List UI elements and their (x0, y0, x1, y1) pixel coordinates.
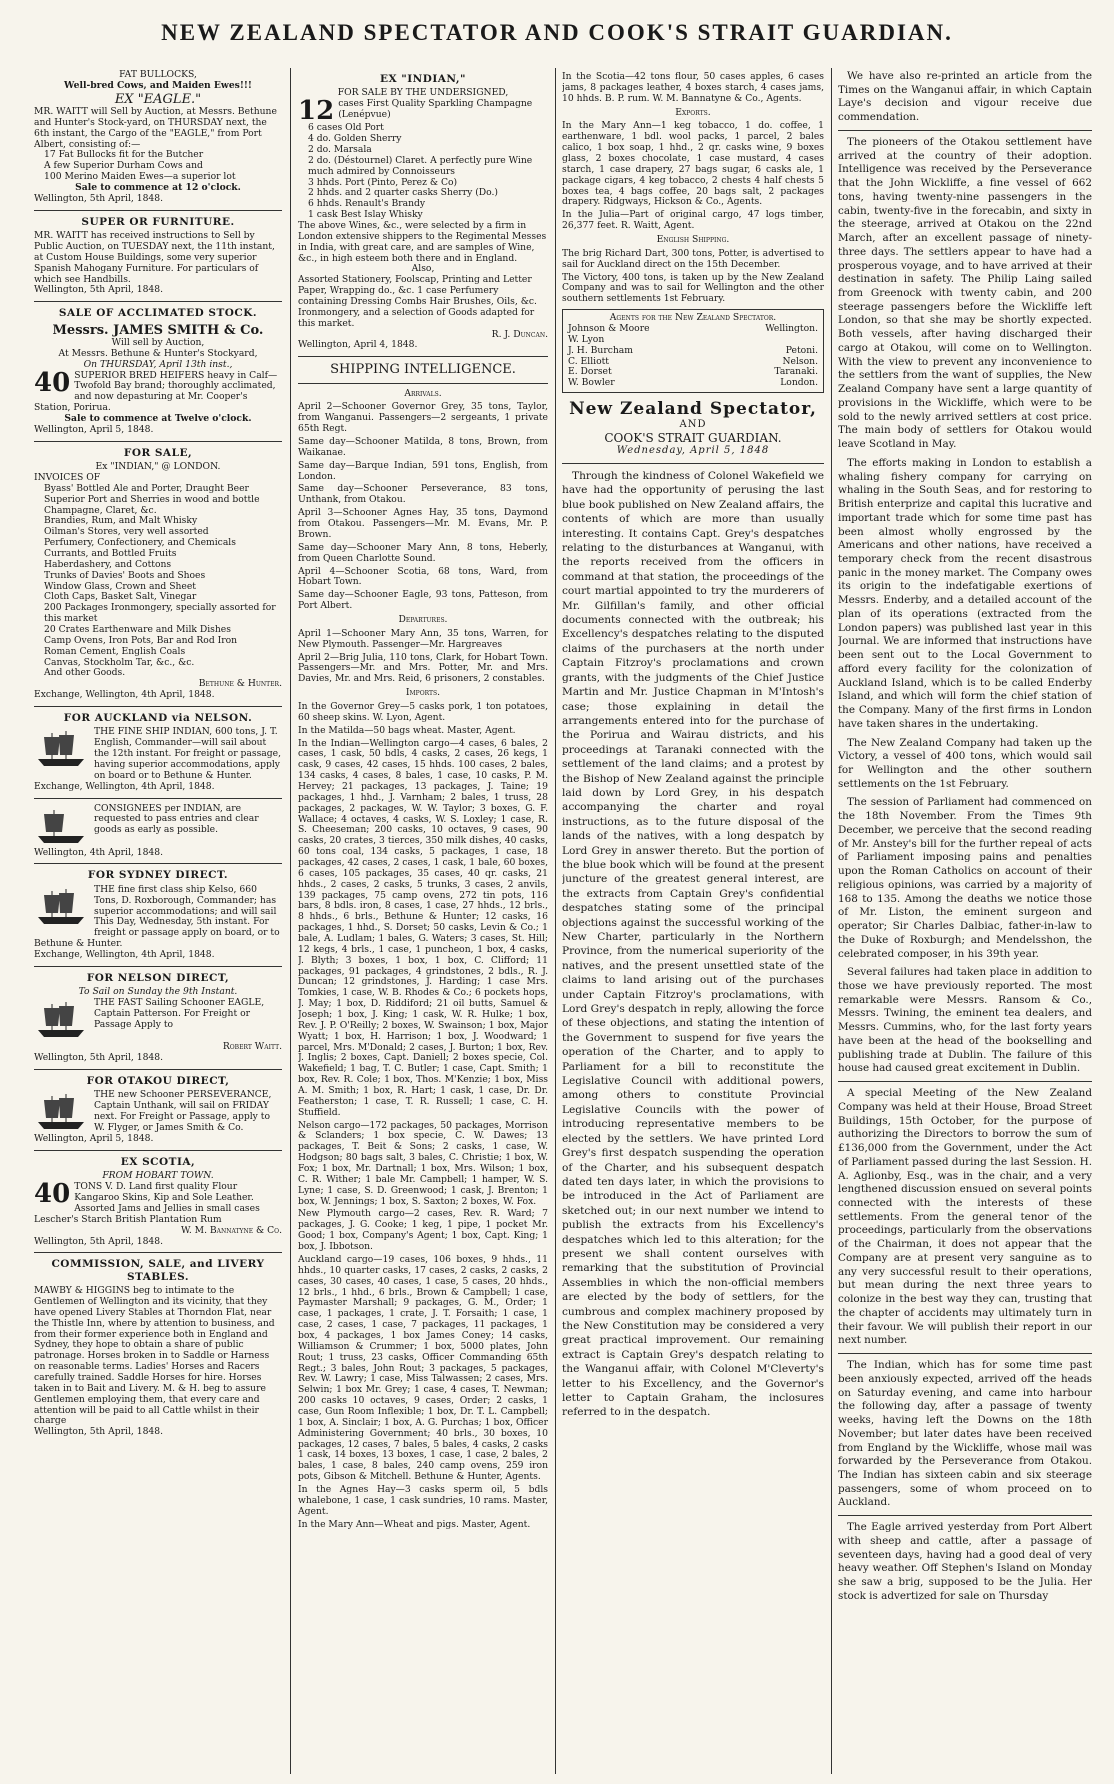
ad-heading: EX SCOTIA, (120, 1156, 196, 1168)
article-paragraph: We have also re-printed an article from the Times on the Wanganui affair, in which Captain Laye's decision and vigour receive due commendation. (838, 70, 1092, 124)
ad-item: Camp Ovens, Iron Pots, Bar and Rod Iron (44, 634, 238, 646)
ad-date: Wellington, April 5, 1848. (34, 1133, 154, 1145)
imports-entry: In the Mary Ann—Wheat and pigs. Master, Agent. (298, 1518, 531, 1530)
ad-heading: SUPER OR FURNITURE. (81, 215, 235, 228)
ad-item: Haberdashery, and Cottons (44, 558, 172, 570)
ad-item: Canvas, Stockholm Tar, &c., &c. (44, 656, 195, 668)
imports-entry: Auckland cargo—19 cases, 106 boxes, 9 hhds., 11 hhds., 10 quarter casks, 17 cases, 2 casks, 2 casks, 2 cases, 30 cases, 40 cases, 1 case, 5 cases, 20 hhds., 12 brls., 1 hhd., 6 brls., Brown & Campbell; 1 case, Paymaster Marshall; 9 packages, G. M., Order; 1 case, 1 packages, 1 crate, J. T. Forsaith; 1 case, 1 case, 2 cases, 1 case, 7 packages, 11 packages, 1 box, 4 packages, 1 box James Coney; 14 casks, Williamson & Crummer; 1 box, 5000 plates, John Rout; 1 truss, 23 casks, Officer Commanding 65th Regt.; 3 bales, John Rout; 3 packages, 5 packages, Rev. W. Lawry; 1 case, Miss Talwassen; 2 cases, Mrs. Selwin; 1 box Mr. Grey; 1 case, 4 cases, T. Newman; 200 casks 10 octaves, 9 cases, Order; 2 casks, 1 case, Gun Room Inflexible; 1 box, Dr. T. L. Campbell; 1 box, A. Sinclair; 1 box, A. G. Purchas; 1 box, Officer Administering Government; 40 brls., 30 boxes, 10 packages, 12 cases, 7 bales, 5 bales, 4 casks, 2 casks 1 cask, 14 boxes, 13 boxes, 1 case, 1 case, 2 bales, 2 bales, 1 case, 8 bales, 240 camp ovens, 259 iron pots, Gibson & Mitchell. Bethune & Hunter, Agents. (298, 1253, 548, 1483)
ad-body: MR. WAITT has received instructions to Sell by Public Auction, on TUESDAY next, the 11th instant, at Custom House Buildings, some very superior Spanish Mahogany Furniture. For particulars of which see Handbills. (34, 230, 275, 285)
agent-row (568, 324, 818, 335)
agent-place: Petoni. (785, 344, 818, 356)
ad-firm: Messrs. JAMES SMITH & Co. (52, 322, 264, 338)
ad-item: Cloth Caps, Basket Salt, Vinegar (44, 591, 197, 603)
ad-wines-indian (298, 73, 548, 351)
english-shipping-entry: The brig Richard Dart, 300 tons, Potter, is advertised to sail for Auckland direct on the 15th December. (562, 247, 824, 270)
ad-auckland-via-nelson (34, 712, 282, 793)
ad-item: Trunks of Davies' Boots and Shoes (44, 569, 206, 581)
ad-heading: FOR OTAKOU DIRECT, (86, 1074, 230, 1087)
editorial-title (562, 399, 824, 457)
column-2 (298, 70, 548, 1774)
ad-item: Champagne, Claret, &c. (44, 504, 157, 516)
ad-subheading: To Sail on Sunday the 9th Instant. (78, 986, 238, 998)
ad-signature: R. J. Duncan. (491, 328, 548, 340)
ad-line: On THURSDAY, April 13th inst., (83, 358, 233, 370)
column-rule (290, 68, 291, 1774)
ad-furniture (34, 216, 282, 297)
ad-date: Wellington, 5th April, 1848. (34, 1051, 164, 1063)
ad-otakou-direct (34, 1075, 282, 1145)
paper-title: New Zealand Spectator, (569, 399, 817, 420)
imports-entry: New Plymouth cargo—2 cases, Rev. R. Ward; 7 packages, J. G. Cooke; 1 keg, 1 pipe, 1 pocket Mr. Good; 1 box, Company's Agent; 1 box, Capt. King; 1 box, J. Ibbotson. (298, 1208, 548, 1253)
ad-heading: EX "INDIAN," (379, 73, 466, 85)
ad-subheading: Ex "INDIAN," @ LONDON. (95, 461, 221, 473)
imports-entry: In the Matilda—50 bags wheat. Master, Agent. (298, 724, 516, 736)
sub-heading: Exports. (675, 106, 711, 118)
ad-date: Wellington, 5th April, 1848. (34, 284, 164, 296)
ad-heading: FOR SALE, (123, 446, 193, 459)
shipping-continued (562, 72, 824, 305)
column-rule (555, 68, 556, 1774)
ad-item: 200 Packages Ironmongery, specially assorted for this market (44, 602, 276, 625)
ad-fat-bullocks (34, 70, 282, 205)
article-paragraph: The Eagle arrived yesterday from Port Albert with sheep and cattle, after a passage of seventeen days, having had a good deal of very heavy weather. Off Stephen's Island on Monday she saw a brig, supposed to be the Julia. Her stock is advertized for sale on Thursday (838, 1521, 1092, 1602)
agent-name: E. Dorset (568, 366, 612, 378)
ad-date: Exchange, Wellington, 4th April, 1848. (34, 780, 215, 792)
imports-entry: In the Agnes Hay—3 casks sperm oil, 5 bdls whalebone, 1 case, 1 cask sundries, 10 rams. Master, Agent. (298, 1483, 548, 1517)
ad-sydney-direct (34, 869, 282, 960)
ad-item: 17 Fat Bullocks fit for the Butcher (44, 149, 204, 161)
ad-nelson-direct (34, 972, 282, 1064)
ad-body: CONSIGNEES per INDIAN, are requested to pass entries and clear goods as early as possible. (94, 802, 259, 836)
ad-item: Currants, and Bottled Fruits (44, 548, 177, 559)
column-3 (562, 70, 824, 1774)
ad-line: 2 hhds. and 2 quarter casks Sherry (Do.) (308, 187, 499, 199)
agent-row (568, 346, 818, 357)
agent-place: Taranaki. (774, 366, 818, 378)
ad-date: Exchange, Wellington, 4th April, 1848. (34, 689, 215, 701)
ad-item: Perfumery, Confectionery, and Chemicals (44, 537, 236, 549)
ad-item: And other Goods. (44, 667, 126, 679)
ad-line: 6 hhds. Renault's Brandy (308, 198, 426, 210)
paper-title-and: AND (679, 419, 707, 431)
ad-heading: FOR AUCKLAND via NELSON. (63, 712, 253, 725)
agent-place: London. (780, 377, 818, 389)
ad-body: MR. WAITT will Sell by Auction, at Messrs. Bethune and Hunter's Stock-yard, on THURSDAY next, the 6th instant, the Cargo of the "EAGLE," from Port Albert, consisting of:— (34, 106, 277, 150)
ad-heading: COMMISSION, SALE, and LIVERY STABLES. (51, 1258, 265, 1283)
ship-icon (34, 887, 88, 927)
ad-body: The above Wines, &c., were selected by a firm in London extensive shippers to the Regimental Messes in India, with great care, and are samples of Wine, &c., in high esteem both there and in England. (298, 219, 547, 264)
english-shipping-entry: The Victory, 400 tons, is taken up by the New Zealand Company and was to sail for Wellington and the other southern settlements 1st February. (562, 271, 824, 305)
agents-box (562, 309, 824, 393)
ad-item: Oilman's Stores, very well assorted (44, 526, 209, 538)
ad-for-sale-indian (34, 447, 282, 701)
ad-line: 1 cask Best Islay Whisky (308, 209, 423, 221)
ad-item: Superior Port and Sherries in wood and bottle (44, 493, 260, 505)
ad-intro: INVOICES OF (34, 471, 101, 483)
section-title: SHIPPING INTELLIGENCE. (330, 362, 516, 378)
ad-item: 100 Merino Maiden Ewes—a superior lot (44, 171, 236, 183)
ad-date: Wellington, April 4, 1848. (298, 339, 418, 351)
ad-item: 20 Crates Earthenware and Milk Dishes (44, 624, 231, 636)
agent-place: Wellington. (765, 323, 818, 335)
departure-entry: April 1—Schooner Mary Ann, 35 tons, Warren, for New Plymouth. Passenger—Mr. Hargreaves (298, 627, 548, 650)
article-paragraph: The Indian, which has for some time past been anxiously expected, arrived off the heads on Saturday evening, and came into harbour the following day, after a passage of twenty weeks, having left the Downs on the 18th November; but later dates have been received from England by the Wickliffe, whose mail was forwarded by the Perseverance from Otakou. The Indian has sixteen cabin and six steerage passengers, some of whom proceed on to Auckland. (838, 1359, 1092, 1509)
article-paragraph: The session of Parliament had commenced on the 18th November. From the Times 9th December, we perceive that the second reading of Mr. Anstey's bill for the further repeal of acts of Parliament imposing pains and penalties upon the Roman Catholics on account of their religious opinions, was carried by a majority of 168 to 135. Among the deaths we notice those of Mr. Liston, the eminent surgeon and operator; Sir Charles Dalbiac, father-in-law to the Duke of Roxburgh; and Mendelsshon, the celebrated composer, in his 39th year. (838, 796, 1092, 960)
article-paragraph: Several failures had taken place in addition to those we have previously reported. The most remarkable were Messrs. Ransom & Co., Messrs. Twining, the eminent tea dealers, and Messrs. Cummins, who, for the last forty years have been at the head of the bookselling and publishing trade at Dublin. The failure of this house had caused great excitement in Dublin. (838, 966, 1092, 1075)
ad-date: Wellington, 5th April, 1848. (34, 192, 164, 204)
arrival-entry: Same day—Barque Indian, 591 tons, English, from London. (298, 459, 548, 482)
ad-body: THE new Schooner PERSEVERANCE, Captain Unthank, will sail on FRIDAY next. For Freight or Passage, apply to W. Flyger, or James Smith & Co. (94, 1089, 272, 1133)
ad-item: Roman Cement, English Coals (44, 645, 186, 657)
ad-heading: FOR NELSON DIRECT, (86, 971, 230, 984)
ad-body: Assorted Stationery, Foolscap, Printing and Letter Paper, Wrapping do., &c. 1 case Perfumery containing Dressing Combs Hair Brushes, Oils, &c. Ironmongery, and a selection of Goods adapted for this market. (298, 274, 537, 329)
ad-body: MAWBY & HIGGINS beg to intimate to the Gentlemen of Wellington and its vicinity, that they have opened Livery Stables at Thorndon Flat, near the Thistle Inn, where by attention to business, and from their former experience both in England and Sydney, they hope to obtain a share of public patronage. Horses broken in to Saddle or Harness on reasonable terms. Ladies' Horses and Racers carefully trained. Saddle Horses for hire. Horses taken in to Bait and Livery. M. & H. beg to assure Gentlemen employing them, that every care and attention will be paid to all Cattle whilst in their charge (34, 1285, 275, 1427)
sub-heading: Imports. (405, 687, 441, 699)
sub-heading: English Shipping. (656, 234, 730, 246)
agent-name: W. Bowler (568, 377, 615, 389)
ship-icon (34, 1000, 88, 1040)
article-paragraph: A special Meeting of the New Zealand Company was held at their House, Broad Street Buildings, 15th October, for the purpose of authorizing the Directors to borrow the sum of £136,000 from the Government, under the Act of Parliament passed during the last Session. H. A. Aglionby, Esq., was in the chair, and a very lengthened discussion ensued on several points connected with the interests of these settlements. From the general tenor of the proceedings, particularly from the observations of the Chairman, it does not appear that the Company are at present very sanguine as to any very successful result to their operations, but mean during the next three years to colonize in the best way they can, trusting that the chapter of accidents may ultimately turn in their favour. We will publish their report in our next number. (838, 1087, 1092, 1347)
ad-consignees (34, 804, 282, 859)
column-rule (831, 68, 832, 1774)
arrival-entry: Same day—Schooner Eagle, 93 tons, Patteson, from Port Albert. (298, 589, 548, 612)
ship-icon (34, 729, 88, 769)
ad-line: cases First Quality Sparkling Champagne (Lenépvue) (338, 98, 533, 121)
ad-heading: EX "EAGLE." (114, 91, 202, 107)
sub-heading: Departures. (398, 613, 448, 625)
article-paragraph: Through the kindness of Colonel Wakefield we have had the opportunity of perusing the last blue book published on New Zealand affairs, the contents of which are more than usually interesting. It contains Capt. Grey's despatches relating to the disturbances at Wanganui, with the reports received from the officers in command at that station, the proceedings of the court martial appointed to try the murderers of Mr. Gilfillan's family, and other official documents connected with the outbreak; his Excellency's despatches relating to the disputed claims of the purchasers at the north under Captain Fitzroy's proclamations and crown grants, with the judgments of the Chief Justice Martin and Mr. Justice Chapman in M'Intosh's case; those explaining in detail the arrangements entered into for the purchase of the Porirua and Wairau districts, and his proceedings at Taranaki connected with the settlement of the land claims; and a protest by the Bishop of New Zealand against the principle laid down by Lord Grey, in his despatch accompanying the charter and royal instructions, as to the future disposal of the lands of the natives, with a long despatch by Lord Grey in answer thereto. But the portion of the blue book which will be found at the present juncture of the greatest general interest, are the extracts from Captain Grey's confidential despatches stating some of the principal objections against the successful working of the New Charter, particularly in the Northern Province, from the numerical superiority of the natives, and the present unsettled state of the claims to land arising out of the purchases under Captain Fitzroy's proclamations, with Lord Grey's despatch in reply, allowing the force of these objections, and stating the intention of the Government to suspend for five years the operation of the Charter, and to apply to Parliament for a bill to reconstitute the Legislative Council with additional powers, among others to constitute Provincial Legislative Councils with the power of introducing representative members to be elected by the settlers. We have printed Lord Grey's first despatch suspending the operation of the Charter, and his subsequent despatch dated ten days later, in which the provisions to be introduced in the Act of Parliament are sketched out; in our next number we intend to publish the extracts from his Excellency's despatches which led to this alteration; for the present we shall content ourselves with remarking that the substitution of Provincial Assemblies in which the non-official members are elected by the body of settlers, for the cumbrous and complex machinery proposed by the New Constitution may be considered a very great practical improvement. Our remaining extract is Captain Grey's despatch relating to the Wanganui affair, with Colonel M'Cleverty's letter to his Excellency, and the Governor's letter to Captain Graham, the inclosures referred to in the despatch. (562, 470, 824, 1419)
column-4 (838, 70, 1092, 1774)
arrival-entry: Same day—Schooner Matilda, 8 tons, Brown, from Waikanae. (298, 436, 548, 458)
departures-list (298, 629, 548, 685)
ad-line: 2 do. Marsala (308, 143, 372, 155)
ad-sale-time: Sale to commence at Twelve o'clock. (64, 413, 252, 425)
shipping-intelligence (298, 362, 548, 1530)
ad-ex-scotia (34, 1156, 282, 1247)
ad-number: 40 (34, 1179, 71, 1210)
imports-entry: In the Governor Grey—5 casks pork, 1 ton potatoes, 60 sheep skins. W. Lyon, Agent. (298, 700, 548, 723)
ad-heading: SALE OF ACCLIMATED STOCK. (58, 307, 258, 320)
ship-icon (34, 1092, 88, 1132)
arrival-entry: Same day—Schooner Perseverance, 83 tons, Unthank, from Otakou. (298, 483, 548, 506)
ad-date: Wellington, 5th April, 1848. (34, 1426, 164, 1438)
arrival-entry: April 2—Schooner Governor Grey, 35 tons, Taylor, from Wanganui. Passengers—2 sergeants, 1 private 65th Regt. (298, 401, 548, 435)
ad-date: Wellington, April 5, 1848. (34, 423, 154, 435)
sub-heading: Arrivals. (404, 387, 442, 399)
ad-line: At Messrs. Bethune & Hunter's Stockyard, (58, 347, 258, 359)
ad-heading: FOR SYDNEY DIRECT. (87, 869, 229, 882)
ad-line: Will sell by Auction, (111, 337, 205, 349)
exports-entry: In the Julia—Part of original cargo, 47 logs timber, 26,377 feet. R. Waitt, Agent. (562, 209, 824, 232)
ad-number: 40 (34, 367, 71, 398)
imports-entry: Nelson cargo—172 packages, 50 packages, Morrison & Sclanders; 1 box specie, C. W. Dawes; 13 packages, T. Beit & Sons; 2 casks, 1 case, W. Hodgson; 80 bags salt, 3 bales, C. Christie; 1 box, W. Fox; 1 box, Mr. Dartnall; 1 box, Mrs. Wilson; 1 box, C. R. Wither; 1 bale Mr. Campbell; 1 hamper, W. S. Lyne; 1 case, S. D. Greenwood; 1 cask, J. Brenton; 1 box, W. Jennings; 1 box, S. Saxton; 2 boxes, W. Fox. (298, 1119, 548, 1207)
ad-line: 3 hhds. Port (Pinto, Perez & Co) (308, 176, 458, 188)
ad-item: Brandies, Rum, and Malt Whisky (44, 515, 198, 527)
ad-line: 4 do. Golden Sherry (308, 133, 402, 145)
ad-body: THE FINE SHIP INDIAN, 600 tons, J. T. English, Commander—will sail about the 12th instant. For freight or passage, having superior accommodations, apply on board or to Bethune & Hunter. (94, 726, 282, 781)
ad-item: A few Superior Durham Cows and (44, 160, 203, 172)
article-paragraph: The pioneers of the Otakou settlement have arrived at the country of their adoption. Intelligence was received by the Perseverance that the John Wickliffe, a fine vessel of 662 tons, having twenty-nine passengers in the cabin, twenty-five in the forecabin, and sixty in the steerage, arrived at Otakou on the 22nd March, after an excellent passage of ninety-three days. The settlers appear to have had a prosperous voyage, and to have arrived at their destination in safety. The Philip Laing sailed from Greenock with twenty cabin, and 200 steerage passengers before the Wickliffe left London, so that she may be shortly expected. Both vessels, after having discharged their cargo at Otakou, will come on to Wellington. With the view to prevent any inconvenience to the settlers from the want of supplies, the New Zealand Company have sent a large quantity of provisions in the Wickliffe, which were to be sold to the newly arrived settlers at cost price. The main body of settlers for Otakou would leave Scotland in May. (838, 135, 1092, 451)
ad-signature: Robert Waitt. (222, 1041, 282, 1053)
imports-entry: In the Scotia—42 tons flour, 50 cases apples, 6 cases jams, 8 packages leather, 4 boxes starch, 4 cases jams, 10 hhds. B. P. rum. W. M. Bannatyne & Co., Agents. (562, 71, 824, 104)
ad-body: THE FAST Sailing Schooner EAGLE, Captain Patterson. For Freight or Passage Apply to (94, 997, 265, 1030)
issue-date: Wednesday, April 5, 1848 (616, 445, 770, 457)
departure-entry: April 2—Brig Julia, 110 tons, Clark, for Hobart Town. Passengers—Mr. and Mrs. Potter, Mr. and Mrs. Davies, Mr. and Mrs. Reid, 6 prisoners, 2 constables. (298, 651, 548, 685)
ad-livery-stables (34, 1258, 282, 1438)
ad-heading: FAT BULLOCKS, (119, 70, 197, 80)
agent-row (568, 378, 818, 389)
ship-icon (34, 806, 88, 846)
column-1 (34, 70, 282, 1774)
agent-name: C. Elliott (568, 355, 609, 367)
arrival-entry: April 4—Schooner Scotia, 68 tons, Ward, from Hobart Town. (298, 565, 548, 588)
ad-date: Wellington, 5th April, 1848. (34, 1235, 164, 1247)
agents-heading: Agents for the New Zealand Spectator. (609, 312, 777, 324)
masthead: NEW ZEALAND SPECTATOR AND COOK'S STRAIT GUARDIAN. (161, 20, 953, 45)
ad-date: Exchange, Wellington, 4th April, 1848. (34, 948, 215, 960)
arrival-entry: April 3—Schooner Agnes Hay, 35 tons, Daymond from Otakou. Passengers—Mr. M. Evans, Mr. P. Brown. (298, 507, 548, 540)
paper-subtitle: COOK'S STRAIT GUARDIAN. (604, 431, 782, 446)
ad-subheading: FROM HOBART TOWN. (102, 1170, 214, 1182)
ad-body: THE fine first class ship Kelso, 660 Tons, D. Roxborough, Commander; has superior accommodations; and will sail This Day, Wednesday, 5th instant. For freight or passage apply on board, or to Bethune & Hunter. (34, 883, 280, 950)
ad-date: Wellington, 4th April, 1848. (34, 846, 164, 858)
arrivals-list (298, 402, 548, 611)
ad-signature: W. M. Bannatyne & Co. (181, 1224, 282, 1236)
imports-entry: In the Indian—Wellington cargo—4 cases, 6 bales, 2 cases, 1 cask, 50 bdls, 4 casks, 2 cases, 26 kegs, 1 cask, 9 cases, 42 cases, 15 hhds. 100 cases, 2 bales, 134 casks, 4 cases, 8 bales, 1 case, 10 casks, P. M. Hervey; 21 packages, 13 packages, J. Taine; 19 packages, 1 hhd., J. Varnham; 2 bales, 1 truss, 28 packages, 2 packages, W. W. Taylor; 3 boxes, G. F. Wallace; 4 octaves, 4 casks, W. S. Loxley; 1 case, R. S. Cheeseman; 200 casks, 10 octaves, 9 cases, 90 casks, 20 crates, 3 tierces, 350 milk dishes, 40 casks, 60 tons coal, 134 casks, 5 packages, 1 case, 18 packages, 42 cases, 2 cases, 1 cask, 1 bale, 60 boxes, 6 cases, 105 packages, 35 cases, 40 qr. casks, 21 hhds., 2 cases, 2 casks, 5 trunks, 3 cases, 2 anvils, 139 packages, 75 camp ovens, 272 tin pots, 116 bars, 8 bdls. iron, 8 cases, 1 case, 27 hhds., 12 brls., 8 hhds., 6 brls., Bethune & Hunter; 12 casks, 16 packages, 1 hhd., S. Dorset; 50 casks, Levin & Co.; 1 bale, A. Ludlam; 1 bales, G. Waters; 3 cases, St. Hill; 12 kegs, 4 brls., 1 case, 1 puncheon, 1 box, 4 casks, J. Blyth; 3 boxes, 1 box, 1 box, C. Clifford; 11 packages, 91 packages, 4 grindstones, 2 bdls., R. J. Duncan; 12 grindstones, J. Harding; 1 case Mrs. Tomkies, 1 case, W. B. Rhodes & Co.; 6 pockets hops, J. May; 1 box, D. Riddiford; 21 oil butts, Samuel & Joseph; 1 box, J. King; 1 cask, W. R. Hulke; 1 box, Rev. J. P. O'Reilly; 2 boxes, W. Swainson; 1 box, Major Wyatt; 1 box, H. Harrison; 1 box, J. Woodward; 1 parcel, Mrs. M'Donald; 2 cases, J. Burton; 1 box, Rev. J. Inglis; 2 boxes, Capt. Daniell; 2 boxes specie, Col. Wakefield; 1 bag, T. C. Butler; 1 case, Capt. Smith; 1 box, Rev. R. Cole; 1 box, Thos. M'Kenzie; 1 box, Miss A. M. Smith; 1 box, R. Hart; 1 cask, 1 case, Dr. Dr. Featherston; 1 case, T. R. Russell; 1 case, C. H. Stuffield. (298, 737, 548, 1118)
ad-item-list (34, 484, 282, 679)
article-paragraph: The efforts making in London to establish a whaling fishery company for carrying on whaling in the South Seas, and for restoring to British enterprize and capital this lucrative and important trade which for some time past has been almost wholly engrossed by the Americans and other nations, have received a temporary check from the recent disastrous panic in the money market. The Company owes its origin to the indefatigable exertions of Messrs. Enderby, and a detailed account of the plan of its operations (extracted from the London papers) was published last year in this Journal. We are informed that instructions have been sent out to the Local Government to afford every facility for the colonization of Auckland Island, which is to be called Enderby Island, and which will form the chief station of the Company. Many of the first firms in London have taken shares in the undertaking. (838, 456, 1092, 730)
ad-number: 12 (298, 96, 335, 127)
ad-signature: Bethune & Hunter. (198, 678, 282, 690)
agent-name: J. H. Burcham (568, 344, 633, 356)
imports-list (298, 702, 548, 1530)
ad-heading: Well-bred Cows, and Maiden Ewes!!! (64, 79, 252, 91)
ad-acclimated-stock (34, 307, 282, 435)
agent-name: W. Lyon (568, 333, 605, 345)
ad-subheading: FOR SALE BY THE UNDERSIGNED, (337, 87, 509, 99)
agent-name: Johnson & Moore (568, 323, 650, 335)
ad-item: Window Glass, Crown and Sheet (44, 580, 196, 592)
agent-place: Nelson. (782, 355, 818, 367)
ad-line: 6 cases Old Port (308, 122, 384, 134)
editorial-article (562, 469, 824, 1420)
ad-sale-time: Sale to commence at 12 o'clock. (75, 182, 241, 194)
arrival-entry: Same day—Schooner Mary Ann, 8 tons, Heberly, from Queen Charlotte Sound. (298, 541, 548, 564)
exports-entry: In the Mary Ann—1 keg tobacco, 1 do. coffee, 1 earthenware, 1 bdl. wool packs, 1 parcel, 2 bales calico, 1 box soap, 1 hhd., 2 qr. casks wine, 9 boxes glass, 2 boxes chocolate, 1 case mustard, 4 cases starch, 1 case drapery, 27 bags sugar, 6 casks ale, 1 package cigars, 4 keg tobacco, 2 chests 4 half chests 5 boxes tea, 4 bags coffee, 20 bags salt, 2 packages drapery. Ridgways, Hickson & Co., Agents. (562, 120, 824, 208)
article-paragraph: The New Zealand Company had taken up the Victory, a vessel of 400 tons, which would sail for Wellington and the other southern settlements on the 1st February. (838, 736, 1092, 790)
ad-line: 2 do. (Déstournel) Claret. A perfectly pure Wine much admired by Connoisseurs (308, 154, 533, 177)
ad-body: TONS V. D. Land first quality Flour Kangaroo Skins, Kip and Sole Leather. Assorted Jams and Jellies in small cases Lescher's Starch British Plantation Rum (34, 1181, 260, 1225)
ad-item: Byass' Bottled Ale and Porter, Draught Beer (44, 482, 249, 494)
ad-body: SUPERIOR BRED HEIFERS heavy in Calf—Twofold Bay brand; thoroughly acclimated, and now depasturing at Mr. Cooper's Station, Porirua. (34, 369, 278, 414)
ad-also: Also, (411, 263, 435, 275)
